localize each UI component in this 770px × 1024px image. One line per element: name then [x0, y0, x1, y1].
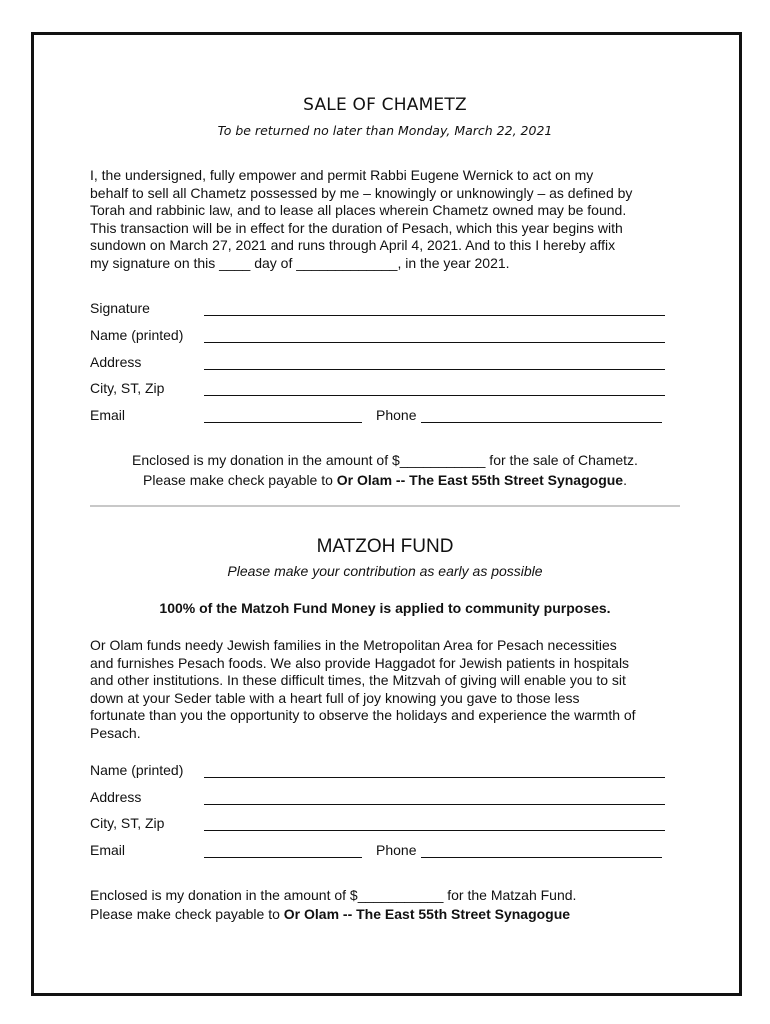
chametz-payable-line — [0, 472, 770, 488]
chametz-email-label: Email — [90, 407, 126, 423]
chametz-city-field[interactable] — [204, 395, 665, 396]
chametz-email-field[interactable] — [204, 422, 362, 423]
matzoh-address-label: Address — [90, 789, 142, 805]
paragraph-line: Pesach. — [90, 724, 141, 741]
matzoh-paragraph — [90, 637, 690, 742]
matzoh-email-field[interactable] — [204, 857, 362, 858]
section-divider — [90, 505, 680, 507]
chametz-phone-label: Phone — [376, 407, 417, 423]
chametz-subtitle: To be returned no later than Monday, March 22, 2021 — [217, 123, 553, 138]
paragraph-line: Torah and rabbinic law, and to lease all places wherein Chametz owned may be found. — [90, 202, 627, 218]
matzoh-city-field[interactable] — [204, 830, 665, 831]
paragraph-line: and furnishes Pesach foods. We also provide Haggadot for Jewish patients in hospitals — [90, 654, 630, 671]
paragraph-line: my signature on this ____ day of _____________, in the year 2021. — [90, 254, 510, 271]
chametz-address-label: Address — [90, 354, 142, 370]
matzoh-headline: 100% of the Matzoh Fund Money is applied to community purposes. — [159, 600, 611, 616]
signature-label: Signature — [90, 300, 150, 316]
payable-suffix: . — [623, 472, 627, 488]
paragraph-line: sundown on March 27, 2021 and runs through April 4, 2021. And to this I hereby affix — [90, 237, 616, 253]
matzoh-name-label: Name (printed) — [90, 762, 184, 778]
chametz-address-field[interactable] — [204, 369, 665, 370]
paragraph-line: This transaction will be in effect for the duration of Pesach, which this year begins with — [90, 219, 623, 236]
chametz-name-field[interactable] — [204, 342, 665, 343]
paragraph-line: Or Olam funds needy Jewish families in the Metropolitan Area for Pesach necessities — [90, 637, 617, 653]
payee-name: Or Olam -- The East 55th Street Synagogue — [336, 472, 624, 488]
chametz-phone-field[interactable] — [421, 422, 662, 423]
matzoh-city-label: City, ST, Zip — [90, 815, 165, 831]
chametz-donation-line: Enclosed is my donation in the amount of $___________ for the sale of Chametz. — [132, 452, 638, 468]
chametz-city-label: City, ST, Zip — [90, 380, 165, 396]
chametz-title: SALE OF CHAMETZ — [303, 95, 467, 115]
matzoh-payable-line — [90, 906, 570, 922]
payable-prefix: Please make check payable to — [143, 472, 337, 488]
matzoh-phone-field[interactable] — [421, 857, 662, 858]
matzoh-title: MATZOH FUND — [316, 536, 454, 557]
matzoh-phone-label: Phone — [376, 842, 417, 858]
paragraph-line: and other institutions. In these difficult times, the Mitzvah of giving will enable you to sit — [90, 672, 626, 688]
paragraph-line: behalf to sell all Chametz possessed by me – knowingly or unknowingly – as defined by — [90, 184, 633, 201]
paragraph-line: fortunate than you the opportunity to observe the holidays and experience the warmth of — [90, 707, 636, 723]
paragraph-line: down at your Seder table with a heart full of joy knowing you gave to those less — [90, 689, 580, 706]
matzoh-address-field[interactable] — [204, 804, 665, 805]
chametz-paragraph — [90, 167, 690, 272]
payee-name: Or Olam -- The East 55th Street Synagogue — [283, 906, 571, 922]
matzoh-donation-line: Enclosed is my donation in the amount of $___________ for the Matzah Fund. — [90, 887, 577, 903]
signature-field[interactable] — [204, 315, 665, 316]
paragraph-line: I, the undersigned, fully empower and permit Rabbi Eugene Wernick to act on my — [90, 167, 594, 183]
payable-prefix: Please make check payable to — [90, 906, 284, 922]
matzoh-name-field[interactable] — [204, 777, 665, 778]
matzoh-subtitle: Please make your contribution as early as possible — [227, 563, 543, 579]
matzoh-email-label: Email — [90, 842, 126, 858]
chametz-name-label: Name (printed) — [90, 327, 184, 343]
